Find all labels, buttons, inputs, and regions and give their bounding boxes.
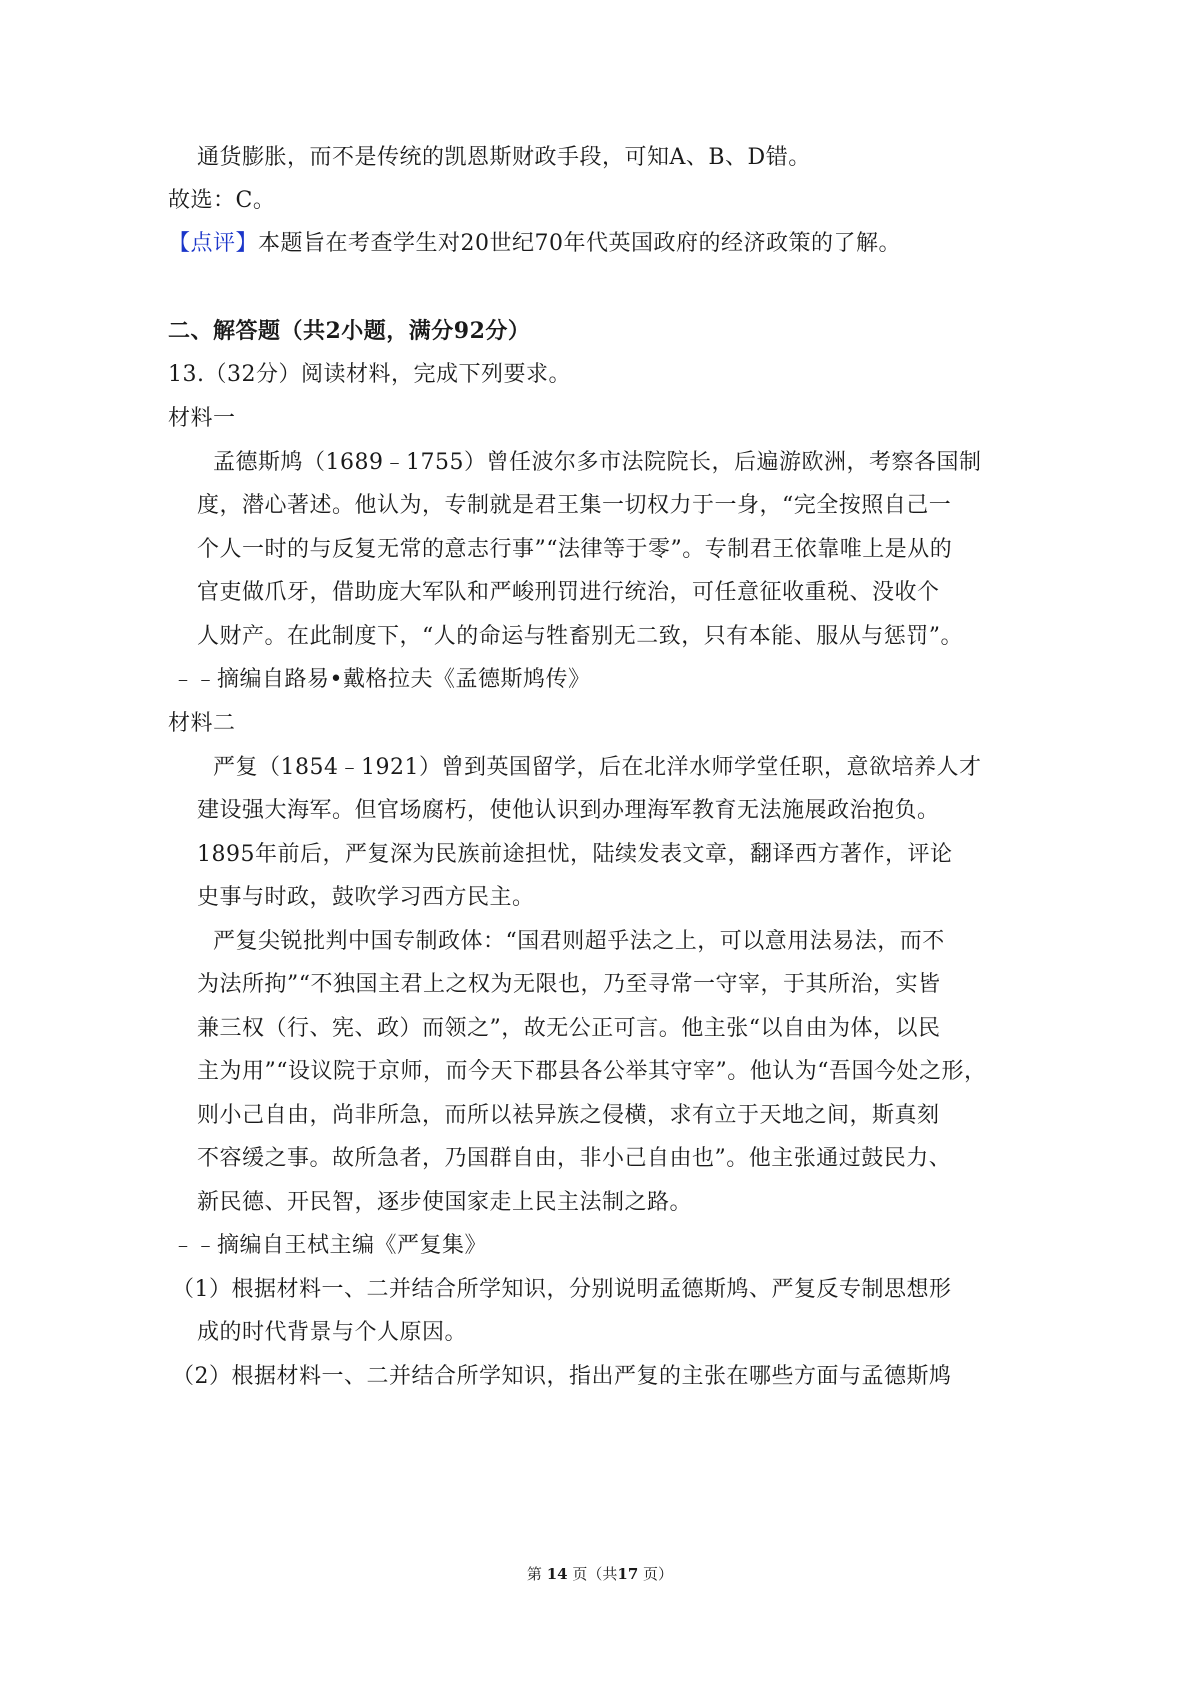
material2-line: 主为用”“设议院于京师，而今天下郡县各公举其守宰”。他认为“吾国今处之形， (197, 1059, 987, 1084)
sub-question-1: （1）根据材料一、二并结合所学知识，分别说明孟德斯鸠、严复反专制思想形 (172, 1277, 952, 1302)
material2-line: 新民德、开民智，逐步使国家走上民主法制之路。 (197, 1190, 693, 1215)
material1-line: 个人一时的与反复无常的意志行事”“法律等于零”。专制君王依靠唯上是从的 (197, 537, 953, 562)
material2-line: 则小己自由，尚非所急，而所以袪异族之侵横，求有立于天地之间，斯真刻 (197, 1103, 940, 1128)
footer-prefix: 第 (526, 1565, 542, 1583)
material2-line: 兼三权（行、宪、政）而领之”，故无公正可言。他主张“以自由为体，以民 (197, 1016, 941, 1041)
material1-line: 人财产。在此制度下，“人的命运与牲畜别无二致，只有本能、服从与惩罚”。 (197, 624, 963, 649)
comment-line (168, 229, 901, 259)
comment-tag: 【点评】 (168, 231, 259, 256)
material1-label: 材料一 (168, 406, 236, 431)
material2-line: 严复尖锐批判中国专制政体：“国君则超乎法之上，可以意用法易法，而不 (213, 929, 945, 954)
material2-source: ﹣﹣摘编自王栻主编《严复集》 (172, 1233, 488, 1258)
material2-line: 建设强大海军。但官场腐朽，使他认识到办理海军教育无法施展政治抱负。 (197, 798, 940, 823)
material1-line: 度，潜心著述。他认为，专制就是君王集一切权力于一身，“完全按照自己一 (197, 493, 952, 518)
material2-line: 史事与时政，鼓吹学习西方民主。 (197, 885, 535, 910)
footer-suffix: 页） (643, 1565, 674, 1583)
material2-line: 不容缓之事。故所急者，乃国群自由，非小己自由也”。他主张通过鼓民力、 (197, 1146, 952, 1171)
sub-question-1-cont: 成的时代背景与个人原因。 (197, 1320, 468, 1345)
question-stem: 13.（32分）阅读材料，完成下列要求。 (168, 362, 571, 387)
answer-choice: 故选：C。 (168, 188, 276, 213)
material1-source: ﹣﹣摘编自路易•戴格拉夫《孟德斯鸠传》 (172, 667, 591, 692)
footer-page-number: 14 (546, 1565, 568, 1583)
material1-line: 官吏做爪牙，借助庞大军队和严峻刑罚进行统治，可任意征收重税、没收个 (197, 580, 940, 605)
material2-label: 材料二 (168, 711, 236, 736)
section-heading: 二、解答题（共2小题，满分92分） (168, 318, 531, 344)
footer-middle: 页（共 (572, 1565, 618, 1583)
page-footer (0, 1564, 1200, 1584)
material1-line: 孟德斯鸠（1689﹣1755）曾任波尔多市法院院长，后遍游欧洲，考察各国制 (213, 450, 982, 475)
material2-line: 为法所拘”“不独国主君上之权为无限也，乃至寻常一守宰，于其所治，实皆 (197, 972, 941, 997)
sub-question-2: （2）根据材料一、二并结合所学知识，指出严复的主张在哪些方面与孟德斯鸠 (172, 1364, 952, 1389)
prev-answer-line: 通货膨胀，而不是传统的凯恩斯财政手段，可知A、B、D错。 (197, 145, 811, 170)
material2-line: 1895年前后，严复深为民族前途担忧，陆续发表文章，翻译西方著作，评论 (197, 842, 953, 867)
material2-line: 严复（1854﹣1921）曾到英国留学，后在北洋水师学堂任职，意欲培养人才 (213, 755, 982, 780)
footer-total-pages: 17 (617, 1565, 639, 1583)
comment-text: 本题旨在考查学生对20世纪70年代英国政府的经济政策的了解。 (258, 231, 902, 256)
